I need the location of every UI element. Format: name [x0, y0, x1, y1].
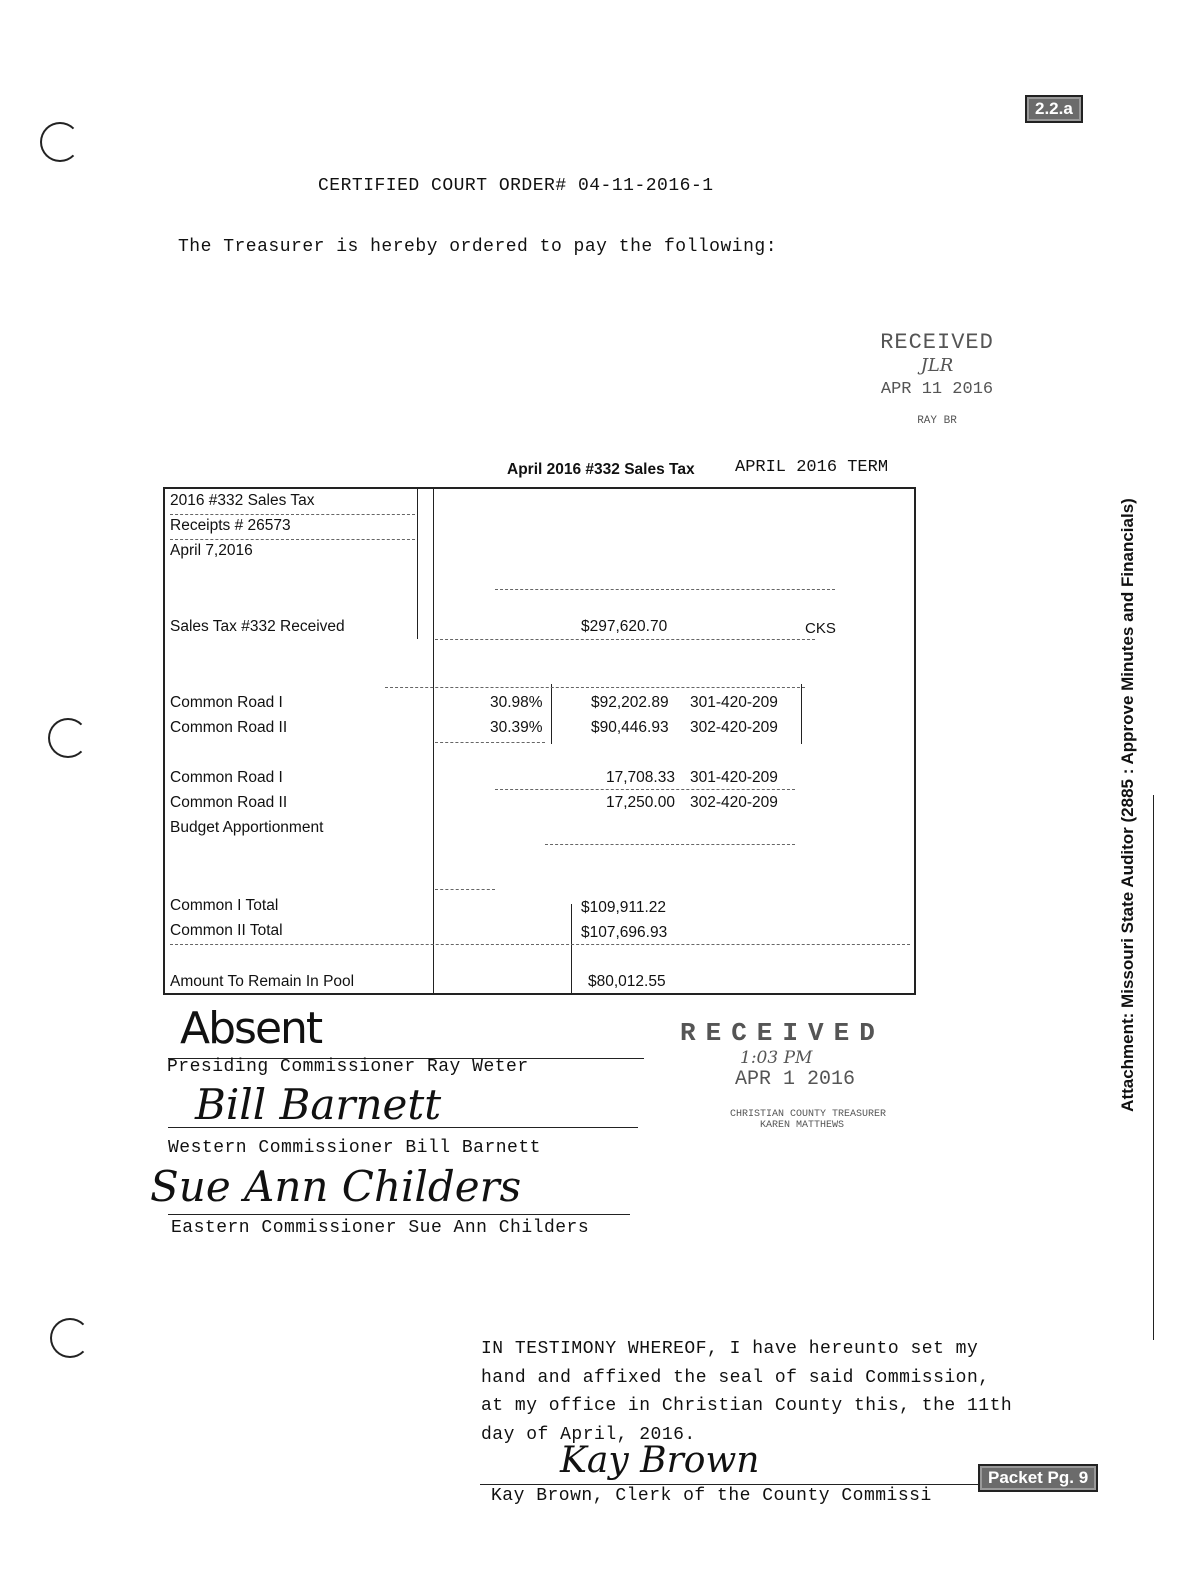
table-divider-3	[551, 684, 552, 744]
received-label: Sales Tax #332 Received	[170, 618, 345, 635]
budget-row-2-account: 302-420-209	[690, 794, 778, 811]
budget-label: Budget Apportionment	[170, 819, 324, 836]
table-rule	[435, 889, 495, 890]
received-stamp-bottom	[680, 1018, 970, 1131]
eastern-signature-line	[168, 1214, 630, 1215]
table-rule	[170, 514, 415, 515]
table-rule	[495, 789, 795, 790]
pct-row-1-label: Common Road I	[170, 694, 283, 711]
order-instruction: The Treasurer is hereby ordered to pay the following:	[178, 237, 777, 257]
budget-row-2-amount: 17,250.00	[606, 794, 675, 811]
testimony-block	[481, 1335, 1012, 1449]
packet-page-badge: Packet Pg. 9	[978, 1464, 1098, 1492]
received-stamp-top	[862, 330, 1012, 427]
western-label: Western Commissioner Bill Barnett	[168, 1138, 541, 1158]
budget-row-2-label: Common Road II	[170, 794, 288, 811]
stamp-received-date: APR 1 2016	[735, 1068, 856, 1091]
remain-amount: $80,012.55	[588, 973, 666, 990]
stamp-received-name: KAREN MATTHEWS	[760, 1120, 845, 1131]
clerk-signature-line	[480, 1484, 980, 1485]
table-rule	[545, 844, 795, 845]
received-note: CKS	[805, 620, 836, 637]
pct-row-1-account: 301-420-209	[690, 694, 778, 711]
pct-row-1-pct: 30.98%	[490, 694, 543, 711]
stamp-received-word: RECEIVED	[680, 1018, 885, 1048]
table-divider-4	[801, 684, 802, 744]
total-row-1-label: Common I Total	[170, 897, 279, 914]
binder-hole-middle	[48, 718, 88, 758]
stamp-top-line2: JLR	[920, 355, 954, 376]
binder-hole-top	[40, 122, 80, 162]
stamp-received-office: CHRISTIAN COUNTY TREASURER	[730, 1109, 887, 1120]
table-rule	[385, 687, 805, 688]
table-divider-5	[571, 904, 572, 995]
eastern-label: Eastern Commissioner Sue Ann Childers	[171, 1218, 590, 1238]
total-row-1-amount: $109,911.22	[581, 899, 667, 916]
eastern-signature: Sue Ann Childers	[150, 1162, 522, 1211]
pct-row-2-label: Common Road II	[170, 719, 288, 736]
clerk-signature: Kay Brown	[560, 1440, 760, 1481]
budget-row-1-label: Common Road I	[170, 769, 283, 786]
table-header-line-2: Receipts # 26573	[170, 517, 291, 534]
total-row-2-amount: $107,696.93	[581, 924, 668, 941]
testimony-line-3: at my office in Christian County this, the 11th	[481, 1396, 1013, 1416]
pct-row-2-amount: $90,446.93	[591, 719, 669, 736]
pct-row-2-pct: 30.39%	[490, 719, 543, 736]
presiding-label: Presiding Commissioner Ray Weter	[167, 1057, 529, 1077]
table-rule	[170, 944, 910, 945]
remain-label: Amount To Remain In Pool	[170, 973, 355, 990]
table-header-line-1: 2016 #332 Sales Tax	[170, 492, 315, 509]
stamp-top-line4: RAY BR	[917, 415, 957, 427]
table-divider-2	[433, 489, 434, 995]
budget-row-1-account: 301-420-209	[690, 769, 778, 786]
table-rule	[435, 639, 815, 640]
table-header-line-3: April 7,2016	[170, 542, 253, 559]
table-rule	[170, 539, 415, 540]
stamp-top-line3: APR 11 2016	[880, 380, 994, 399]
budget-row-1-amount: 17,708.33	[606, 769, 675, 786]
stamp-received-time: 1:03 PM	[740, 1048, 813, 1068]
western-signature: Bill Barnett	[195, 1080, 442, 1129]
pct-row-2-account: 302-420-209	[690, 719, 778, 736]
presiding-signature: Absent	[180, 1003, 322, 1054]
total-row-2-label: Common II Total	[170, 922, 283, 939]
western-signature-line	[168, 1127, 638, 1128]
table-rule	[495, 589, 835, 590]
testimony-line-1: IN TESTIMONY WHEREOF, I have hereunto set my	[481, 1339, 979, 1359]
table-rule	[435, 742, 545, 743]
testimony-line-4: day of April, 2016.	[481, 1424, 696, 1445]
order-title: CERTIFIED COURT ORDER# 04-11-2016-1	[318, 176, 714, 196]
table-divider-1	[417, 489, 418, 639]
pct-row-1-amount: $92,202.89	[591, 694, 669, 711]
binder-hole-bottom	[50, 1318, 90, 1358]
testimony-line-2: hand and affixed the seal of said Commission,	[481, 1367, 990, 1388]
corner-badge: 2.2.a	[1025, 95, 1083, 123]
stamp-top-line1: RECEIVED	[880, 330, 994, 355]
table-caption-left: April 2016 #332 Sales Tax	[507, 461, 695, 478]
margin-rule	[1153, 795, 1154, 1340]
clerk-label: Kay Brown, Clerk of the County Commissi	[491, 1486, 932, 1506]
attachment-label: Attachment: Missouri State Auditor (2885 : Approve Minutes and Financials)	[1118, 498, 1137, 1112]
sales-tax-table	[163, 487, 916, 995]
received-amount: $297,620.70	[581, 618, 668, 635]
table-caption-right: APRIL 2016 TERM	[735, 458, 889, 477]
